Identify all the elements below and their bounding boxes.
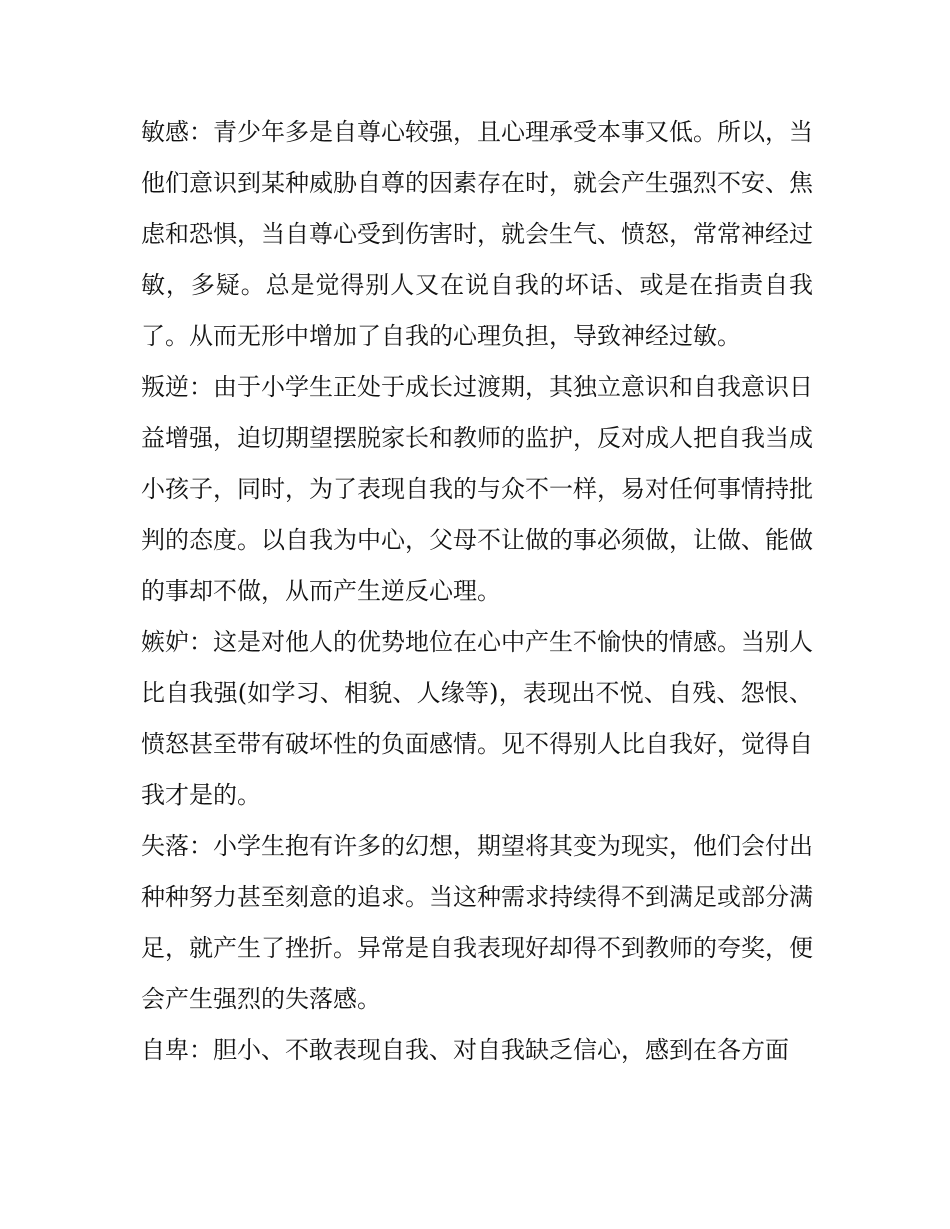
- paragraph-rebellious: 叛逆：由于小学生正处于成长过渡期，其独立意识和自我意识日益增强，迫切期望摆脱家长和教师的监护，反对成人把自我当成小孩子，同时，为了表现自我的与众不一样，易对任何事情持批判的态度。以自我为中心，父母不让做的事必须做，让做、能做的事却不做，从而产生逆反心理。: [141, 373, 813, 605]
- paragraph-disappointment: 失落：小学生抱有许多的幻想，期望将其变为现实，他们会付出种种努力甚至刻意的追求。当这种需求持续得不到满足或部分满足，就产生了挫折。异常是自我表现好却得不到教师的夸奖，便会产生强烈的失落感。: [141, 832, 813, 1013]
- paragraph-jealousy: 嫉妒：这是对他人的优势地位在心中产生不愉快的情感。当别人比自我强(如学习、相貌、人缘等)，表现出不悦、自残、怨恨、愤怒甚至带有破坏性的负面感情。见不得别人比自我好，觉得自我才是的。: [141, 628, 813, 809]
- paragraph-sensitive: 敏感：青少年多是自尊心较强，且心理承受本事又低。所以，当他们意识到某种威胁自尊的因素存在时，就会产生强烈不安、焦虑和恐惧，当自尊心受到伤害时，就会生气、愤怒，常常神经过敏，多疑。总是觉得别人又在说自我的坏话、或是在指责自我了。从而无形中增加了自我的心理负担，导致神经过敏。: [141, 118, 813, 350]
- document-body: [141, 107, 813, 1076]
- paragraph-inferiority: 自卑：胆小、不敢表现自我、对自我缺乏信心，感到在各方面: [141, 1036, 789, 1064]
